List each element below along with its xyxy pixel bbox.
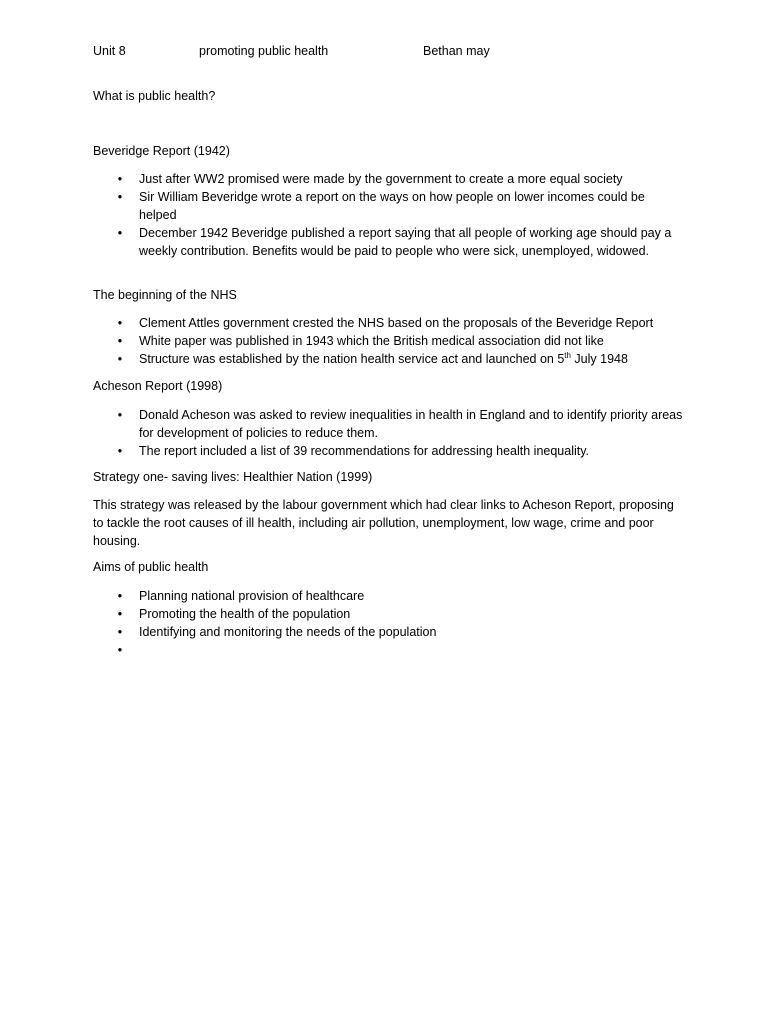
list-item [93,332,683,350]
bullet-glyph: • [117,190,123,204]
list-item-text-part: Structure was established by the nation health service act and launched on 5 [139,352,565,366]
list-item-text: Donald Acheson was asked to review inequalities in health in England and to identify priority areas for development of policies to reduce them. [139,408,683,440]
aims-bullet-list [93,587,683,657]
bullet-glyph: • [117,589,123,603]
list-item [93,587,683,605]
unit-label: Unit 8 [93,44,126,58]
list-item-text: Sir William Beveridge wrote a report on the ways on how people on lower incomes could be helped [139,190,645,222]
list-item [93,442,683,460]
list-item-text: White paper was published in 1943 which the British medical association did not like [139,334,604,348]
list-item [93,188,683,224]
list-item-text [139,352,628,366]
list-item [93,314,683,332]
list-item [93,623,683,641]
strategy-paragraph: This strategy was released by the labour government which had clear links to Acheson Report, proposing to tackle the root causes of ill health, including air pollution, unemployment, low wage, crime and poor housing. [93,498,674,548]
bullet-glyph: • [117,352,123,366]
list-item-text: Promoting the health of the population [139,607,351,621]
question-heading: What is public health? [93,89,216,103]
list-item [93,170,683,188]
list-item [93,406,683,442]
list-item-text-part: July 1948 [570,352,628,366]
list-item-text: Clement Attles government crested the NHS based on the proposals of the Beveridge Report [139,316,654,330]
section-heading-beveridge: Beveridge Report (1942) [93,144,230,158]
bullet-glyph: • [117,316,123,330]
list-item-text: December 1942 Beveridge published a report saying that all people of working age should pay a weekly contribution. Benefits would be paid to people who were sick, unemployed, widowed. [139,226,672,258]
bullet-glyph: • [117,444,123,458]
list-item-text: The report included a list of 39 recommendations for addressing health inequality. [139,444,590,458]
list-item-text: Identifying and monitoring the needs of the population [139,625,437,639]
list-item [93,224,683,260]
list-item-text: Just after WW2 promised were made by the government to create a more equal society [139,172,623,186]
bullet-glyph: • [117,408,123,422]
topic-label: promoting public health [199,44,329,58]
section-heading-strategy: Strategy one- saving lives: Healthier Nation (1999) [93,470,373,484]
nhs-bullet-list [93,314,683,368]
bullet-glyph: • [117,172,123,186]
beveridge-bullet-list [93,170,683,260]
section-heading-nhs: The beginning of the NHS [93,288,237,302]
acheson-bullet-list [93,406,683,460]
bullet-glyph: • [117,625,123,639]
section-heading-aims: Aims of public health [93,560,209,574]
bullet-glyph: • [117,643,123,657]
list-item-text: Planning national provision of healthcare [139,589,365,603]
document-header [93,42,683,60]
superscript-suffix: th [564,350,571,360]
bullet-glyph: • [117,607,123,621]
bullet-glyph: • [117,226,123,240]
author-label: Bethan may [423,44,490,58]
list-item [93,605,683,623]
bullet-glyph: • [117,334,123,348]
section-heading-acheson: Acheson Report (1998) [93,379,223,393]
list-item [93,350,683,368]
